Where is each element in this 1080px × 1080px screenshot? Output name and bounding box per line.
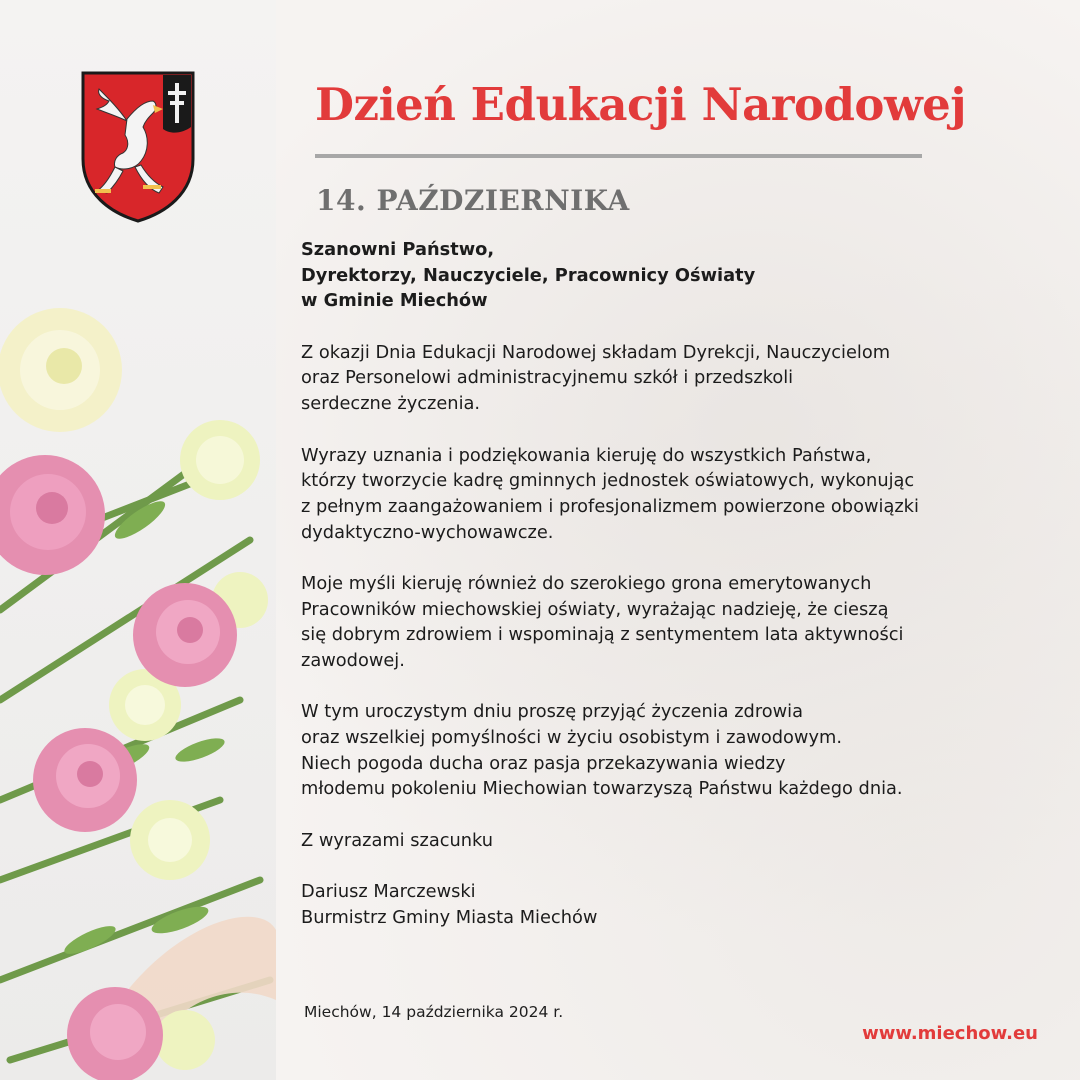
greeting-line: Dyrektorzy, Nauczyciele, Pracownicy Oświaty	[301, 264, 756, 286]
flower-bouquet-illustration	[0, 280, 276, 1080]
paragraph-line: oraz Personelowi administracyjnemu szkół i przedszkoli	[301, 367, 794, 389]
paragraph-line: z pełnym zaangażowaniem i profesjonalizmem powierzone obowiązki	[301, 495, 919, 517]
letter-body	[301, 237, 991, 931]
greeting-line: w Gminie Miechów	[301, 290, 488, 312]
paragraph-line: oraz wszelkiej pomyślności w życiu osobistym i zawodowym.	[301, 727, 842, 749]
date-heading: 14. PAŹDZIERNIKA	[316, 184, 630, 217]
paragraph-line: zawodowej.	[301, 650, 405, 671]
place-date: Miechów, 14 października 2024 r.	[304, 1003, 564, 1021]
paragraph-line: Niech pogoda ducha oraz pasja przekazywania wiedzy	[301, 752, 786, 774]
paragraph-line: Pracowników miechowskiej oświaty, wyrażając nadzieję, że cieszą	[301, 598, 889, 620]
greeting-line: Szanowni Państwo,	[301, 239, 495, 260]
signer-name: Dariusz Marczewski	[301, 881, 476, 903]
page-title: Dzień Edukacji Narodowej	[315, 78, 967, 131]
flower-panel	[0, 0, 276, 1080]
paragraph-line: dydaktyczno-wychowawcze.	[301, 521, 554, 543]
paragraph-line: Wyrazy uznania i podziękowania kieruję do wszystkich Państwa,	[301, 444, 872, 466]
signer-title: Burmistrz Gminy Miasta Miechów	[301, 906, 598, 928]
paragraph-line: Moje myśli kieruję również do szerokiego grona emerytowanych	[301, 572, 872, 594]
paragraph-line: się dobrym zdrowiem i wspominają z sentymentem lata aktywności	[301, 624, 904, 646]
closing-line: Z wyrazami szacunku	[301, 829, 494, 851]
paragraph-line: młodemu pokoleniu Miechowian towarzyszą Państwu każdego dnia.	[301, 778, 903, 800]
paragraph-line: którzy tworzycie kadrę gminnych jednostek oświatowych, wykonując	[301, 470, 915, 492]
paragraph-line: W tym uroczystym dniu proszę przyjąć życzenia zdrowia	[301, 701, 804, 723]
title-divider	[315, 154, 922, 158]
paragraph-line: serdeczne życzenia.	[301, 393, 481, 415]
website-link[interactable]: www.miechow.eu	[862, 1023, 1038, 1044]
paragraph-line: Z okazji Dnia Edukacji Narodowej składam Dyrekcji, Nauczycielom	[301, 341, 891, 363]
miechow-coat-of-arms-icon	[79, 69, 197, 223]
